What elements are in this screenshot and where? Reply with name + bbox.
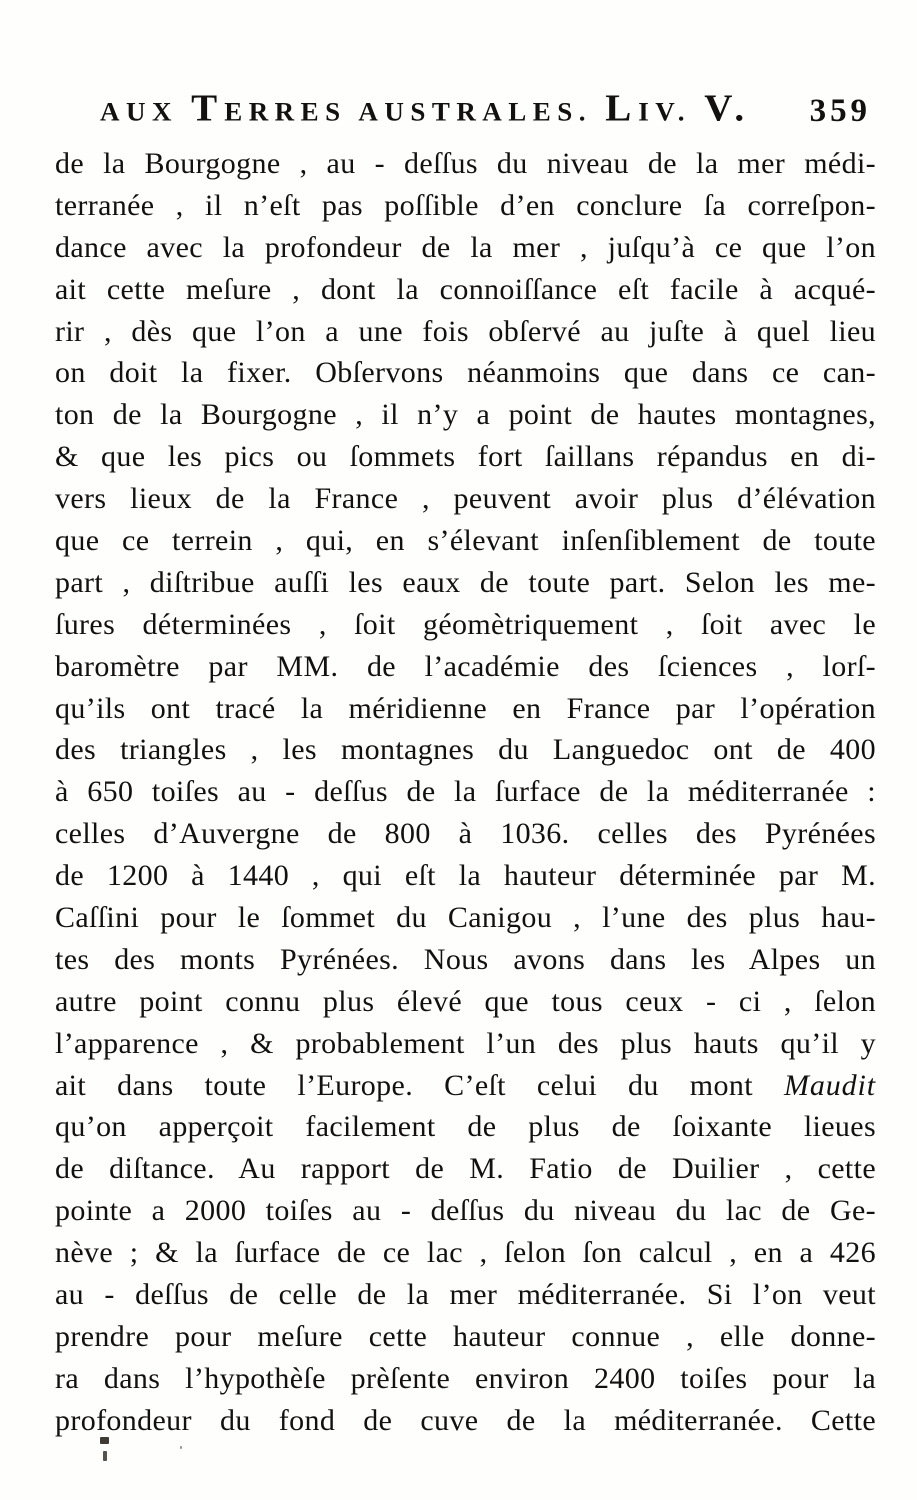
text-segment: qu’ils ont tracé la méridienne en France par l’opération [55, 691, 876, 725]
text-segment: de 1200 à 1440 , qui eſt la hauteur déterminée par M. [55, 859, 876, 893]
text-line [55, 1316, 876, 1358]
text-line [55, 1023, 876, 1065]
text-line [55, 1148, 876, 1190]
text-segment: celles d’Auvergne de 800 à 1036. celles des Pyrénées [55, 817, 876, 851]
text-segment: vers lieux de la France , peuvent avoir plus d’élévation [55, 482, 876, 516]
text-segment: terranée , il n’eſt pas poſſible d’en conclure ſa correſpon- [55, 188, 876, 222]
header-title-segment: T [191, 87, 225, 130]
text-line [55, 143, 876, 185]
text-segment: qu’on apperçoit facilement de plus de ſoixante lieues [55, 1110, 876, 1144]
text-segment: part , diſtribue auſſi les eaux de toute part. Selon les me- [55, 565, 876, 599]
header-title-segment: L [605, 87, 639, 130]
text-segment: à 650 toiſes au - deſſus de la ſurface de la méditerranée : [55, 775, 876, 809]
text-segment: l’apparence , & probablement l’un des plus hauts qu’il y [55, 1026, 876, 1060]
italic-text: Maudit [783, 1068, 876, 1102]
header-title-segment: V. [704, 87, 752, 130]
text-segment: de diſtance. Au rapport de M. Fatio de Duilier , cette [55, 1152, 876, 1186]
header-title-segment: AUX [100, 97, 192, 127]
running-header [100, 86, 871, 131]
text-line [55, 604, 876, 646]
text-line [55, 688, 876, 730]
text-line [55, 1274, 876, 1316]
text-line [55, 897, 876, 939]
text-segment: ton de la Bourgogne , il n’y a point de hautes montagnes, [55, 398, 876, 432]
header-title-segment: ERRES AUSTRALES. [224, 97, 606, 127]
page-number: 359 [809, 93, 871, 129]
text-segment: pointe a 2000 toiſes au - deſſus du niveau du lac de Ge- [55, 1194, 876, 1228]
text-segment: rir , dès que l’on a une fois obſervé au juſte à quel lieu [55, 314, 876, 348]
text-line [55, 813, 876, 855]
text-segment: dance avec la profondeur de la mer , juſqu’à ce que l’on [55, 230, 876, 264]
text-segment: ait cette meſure , dont la connoiſſance eſt facile à acqué- [55, 272, 876, 306]
text-line [55, 1232, 876, 1274]
text-segment: de la Bourgogne , au - deſſus du niveau de la mer médi- [55, 147, 876, 180]
text-line [55, 855, 876, 897]
header-title-segment: IV. [638, 97, 705, 127]
text-segment: au - deſſus de celle de la mer méditerranée. Si l’on veut [55, 1278, 876, 1312]
text-segment: baromètre par MM. de l’académie des ſciences , lorſ- [55, 649, 876, 683]
scan-speck [103, 1451, 107, 1461]
text-line [55, 1400, 876, 1442]
text-line [55, 227, 876, 269]
text-segment: ait dans toute l’Europe. C’eſt celui du mont [55, 1068, 784, 1102]
text-line [55, 939, 876, 981]
text-line [55, 771, 876, 813]
text-line [55, 520, 876, 562]
text-line [55, 562, 876, 604]
text-line [55, 352, 876, 394]
text-segment: ra dans l’hypothèſe prèſente environ 2400 toiſes pour la [55, 1361, 876, 1395]
scan-speck [100, 1437, 109, 1444]
text-segment: nève ; & la ſurface de ce lac , ſelon ſon calcul , en a 426 [55, 1236, 876, 1270]
text-line [55, 981, 876, 1023]
text-segment: tes des monts Pyrénées. Nous avons dans les Alpes un [55, 942, 876, 976]
header-title [100, 86, 751, 130]
text-segment: ſures déterminées , ſoit géomètriquement , ſoit avec le [55, 607, 876, 641]
text-line [55, 478, 876, 520]
text-line [55, 646, 876, 688]
text-segment: & que les pics ou ſommets fort ſaillans répandus en di- [55, 440, 876, 474]
scan-speck [180, 1446, 182, 1449]
text-segment: des triangles , les montagnes du Languedoc ont de 400 [55, 733, 876, 767]
text-line [55, 1106, 876, 1148]
text-segment: on doit la fixer. Obſervons néanmoins que dans ce can- [55, 356, 876, 390]
text-segment: que ce terrein , qui, en s’élevant inſenſiblement de toute [55, 524, 876, 558]
text-segment: Caſſini pour le ſommet du Canigou , l’une des plus hau- [55, 901, 876, 935]
text-segment: prendre pour meſure cette hauteur connue , elle donne- [55, 1319, 876, 1353]
text-line [55, 269, 876, 311]
page-body [55, 143, 876, 1442]
text-line [55, 436, 876, 478]
text-line [55, 1065, 876, 1107]
text-line [55, 1358, 876, 1400]
text-segment: profondeur du fond de cuve de la méditerranée. Cette [55, 1403, 876, 1437]
text-segment: autre point connu plus élevé que tous ceux - ci , ſelon [55, 984, 876, 1018]
text-line [55, 1190, 876, 1232]
text-line [55, 185, 876, 227]
text-line [55, 729, 876, 771]
text-line [55, 394, 876, 436]
text-line [55, 311, 876, 353]
